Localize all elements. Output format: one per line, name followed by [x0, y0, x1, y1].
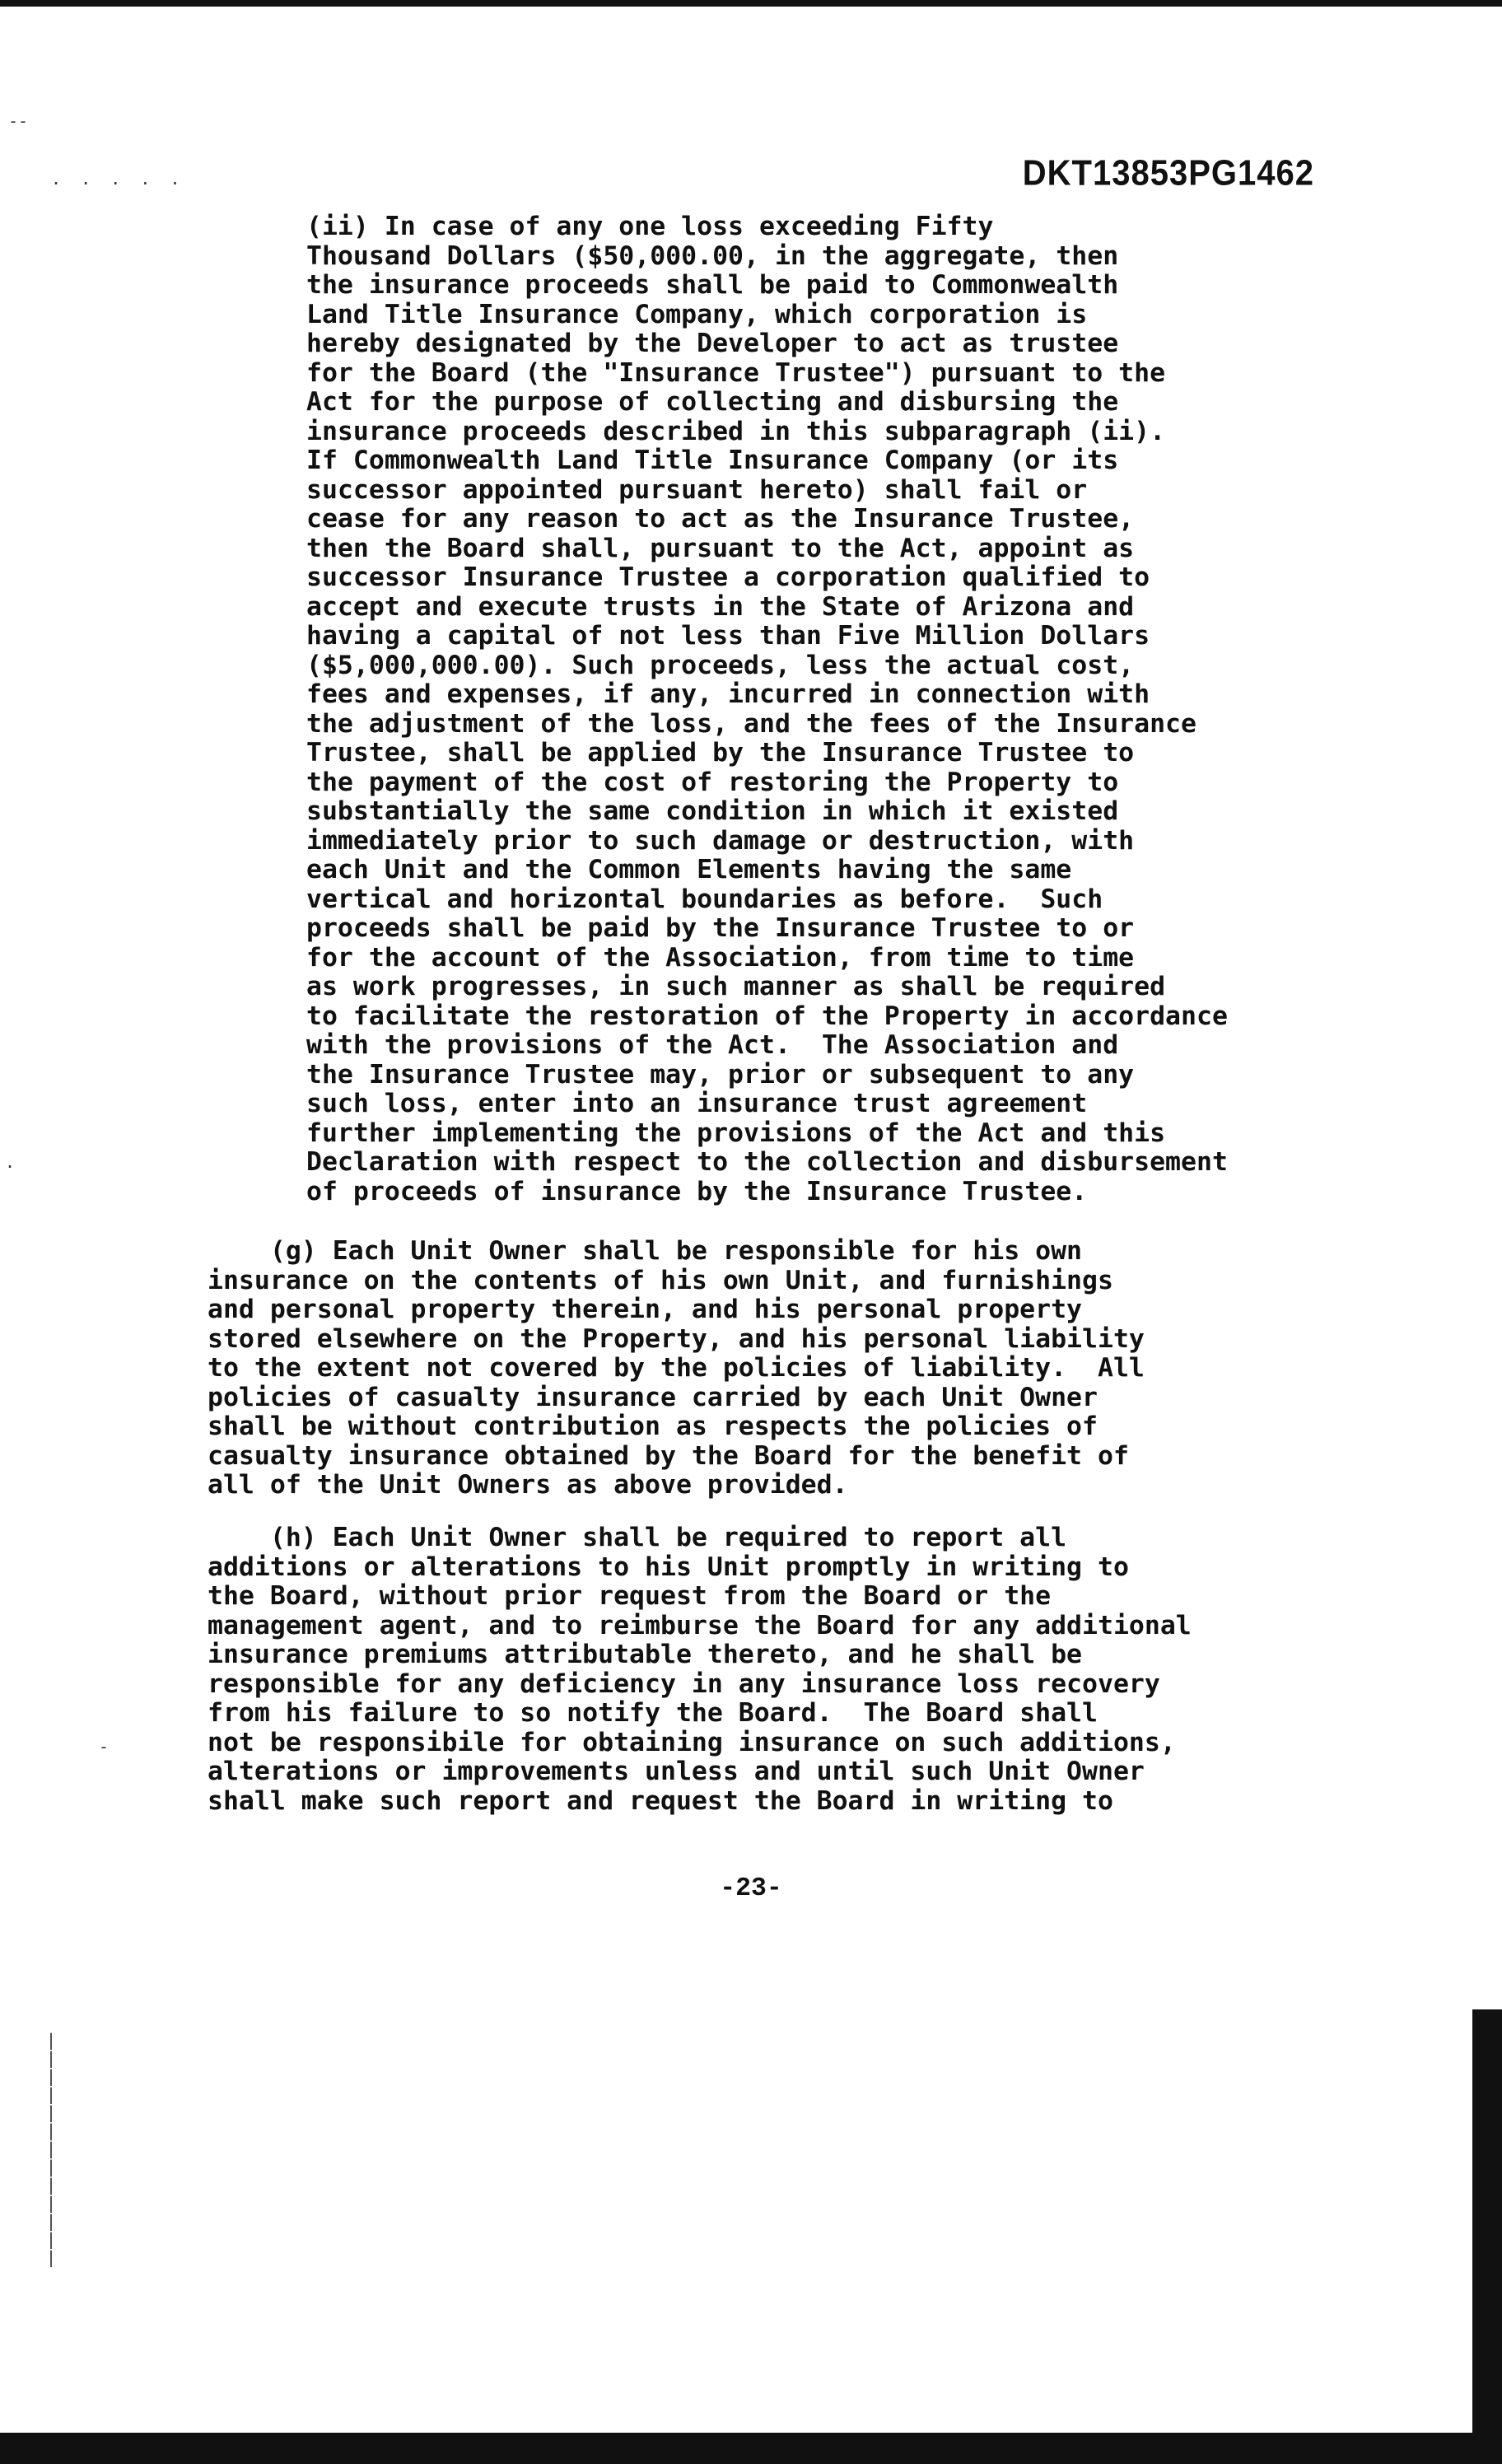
text-line: with the provisions of the Act. The Association and — [306, 1030, 1119, 1060]
text-line: then the Board shall, pursuant to the Act, appoint as — [306, 533, 1135, 563]
text-line: insurance premiums attributable thereto, and he shall be — [208, 1640, 1083, 1669]
text-line: Land Title Insurance Company, which corporation is — [306, 299, 1088, 329]
scan-border-top — [0, 0, 1502, 7]
text-line: ($5,000,000.00). Such proceeds, less the actual cost, — [306, 650, 1135, 680]
text-line: (ii) In case of any one loss exceeding Fifty — [306, 212, 994, 241]
text-line: the Insurance Trustee may, prior or subsequent to any — [306, 1059, 1135, 1090]
text-line: responsible for any deficiency in any insurance loss recovery — [208, 1668, 1160, 1699]
paragraph-g — [208, 1237, 1145, 1500]
text-line: Act for the purpose of collecting and disbursing the — [306, 387, 1119, 417]
text-line: successor appointed pursuant hereto) shall fail or — [306, 474, 1088, 505]
text-line: from his failure to so notify the Board. The Board shall — [208, 1698, 1098, 1728]
text-line: immediately prior to such damage or destruction, with — [306, 825, 1135, 856]
text-line: casualty insurance obtained by the Board for the benefit of — [208, 1440, 1129, 1471]
text-line: additions or alterations to his Unit promptly in writing to — [208, 1552, 1129, 1582]
page-number: -23- — [720, 1874, 782, 1903]
paragraph-ii — [306, 212, 1228, 1206]
text-line: management agent, and to reimburse the Board for any additional — [208, 1610, 1192, 1640]
text-line: further implementing the provisions of the Act and this — [306, 1118, 1166, 1148]
text-line: Declaration with respect to the collection and disbursement — [306, 1147, 1228, 1177]
text-line: insurance proceeds described in this subparagraph (ii). — [306, 416, 1166, 446]
margin-specks-left-h: - — [99, 1737, 110, 1757]
text-line: stored elsewhere on the Property, and his personal liability — [208, 1323, 1145, 1354]
text-line: cease for any reason to act as the Insurance Trustee, — [306, 504, 1135, 534]
text-line: and personal property therein, and his personal property — [208, 1295, 1083, 1324]
margin-specks-left-bottom: | | | | | | | | | | | | | — [46, 2030, 57, 2267]
text-line: for the account of the Association, from time to time — [306, 942, 1135, 973]
text-line: (h) Each Unit Owner shall be required to report all — [208, 1523, 1067, 1552]
text-line: the insurance proceeds shall be paid to Commonwealth — [306, 270, 1119, 300]
text-line: of proceeds of insurance by the Insurance Trustee. — [306, 1176, 1088, 1206]
text-line: fees and expenses, if any, incurred in connection with — [306, 679, 1150, 709]
text-line: the payment of the cost of restoring the Property to — [306, 767, 1119, 797]
text-line: to facilitate the restoration of the Property in accordance — [306, 1001, 1228, 1031]
text-line: accept and execute trusts in the State of Arizona and — [306, 591, 1135, 622]
text-line: If Commonwealth Land Title Insurance Company (or its — [306, 446, 1119, 475]
text-line: (g) Each Unit Owner shall be responsible for his own — [208, 1236, 1083, 1266]
text-line: as work progresses, in such manner as shall be required — [306, 972, 1166, 1001]
text-line: each Unit and the Common Elements having the same — [306, 855, 1072, 884]
scan-border-right — [1472, 2009, 1502, 2464]
margin-specks-top-left-2: . . . . . — [51, 169, 180, 189]
text-line: the Board, without prior request from the Board or the — [208, 1581, 1052, 1611]
text-line: not be responsibile for obtaining insurance on such additions, — [208, 1727, 1176, 1757]
scan-border-bottom — [0, 2433, 1502, 2464]
text-line: insurance on the contents of his own Unit, and furnishings — [208, 1265, 1113, 1295]
text-line: vertical and horizontal boundaries as before. Such — [306, 884, 1103, 914]
text-line: all of the Unit Owners as above provided. — [208, 1470, 848, 1500]
text-line: shall be without contribution as respects the policies of — [208, 1412, 1098, 1441]
text-line: having a capital of not less than Five Million Dollars — [306, 621, 1150, 651]
text-line: hereby designated by the Developer to act as trustee — [306, 329, 1119, 358]
text-line: proceeds shall be paid by the Insurance Trustee to or — [306, 913, 1135, 943]
recording-stamp: DKT13853PG1462 — [1022, 152, 1314, 194]
margin-specks-top-left: -- — [8, 111, 39, 131]
text-line: for the Board (the "Insurance Trustee") pursuant to the — [306, 357, 1166, 388]
text-line: policies of casualty insurance carried by each Unit Owner — [208, 1382, 1098, 1412]
text-line: alterations or improvements unless and until such Unit Owner — [208, 1757, 1145, 1786]
text-line: such loss, enter into an insurance trust agreement — [306, 1089, 1088, 1118]
text-line: the adjustment of the loss, and the fees of the Insurance — [306, 708, 1196, 739]
text-line: substantially the same condition in which it existed — [306, 796, 1119, 826]
text-line: Trustee, shall be applied by the Insurance Trustee to — [306, 738, 1135, 768]
text-line: to the extent not covered by the policies of liability. All — [208, 1353, 1145, 1383]
text-line: successor Insurance Trustee a corporation qualified to — [306, 562, 1150, 592]
text-line: Thousand Dollars ($50,000.00, in the aggregate, then — [306, 240, 1119, 271]
paragraph-h — [208, 1524, 1192, 1816]
text-line: shall make such report and request the Board in writing to — [208, 1785, 1113, 1816]
margin-specks-left-mid: . — [5, 1152, 16, 1172]
